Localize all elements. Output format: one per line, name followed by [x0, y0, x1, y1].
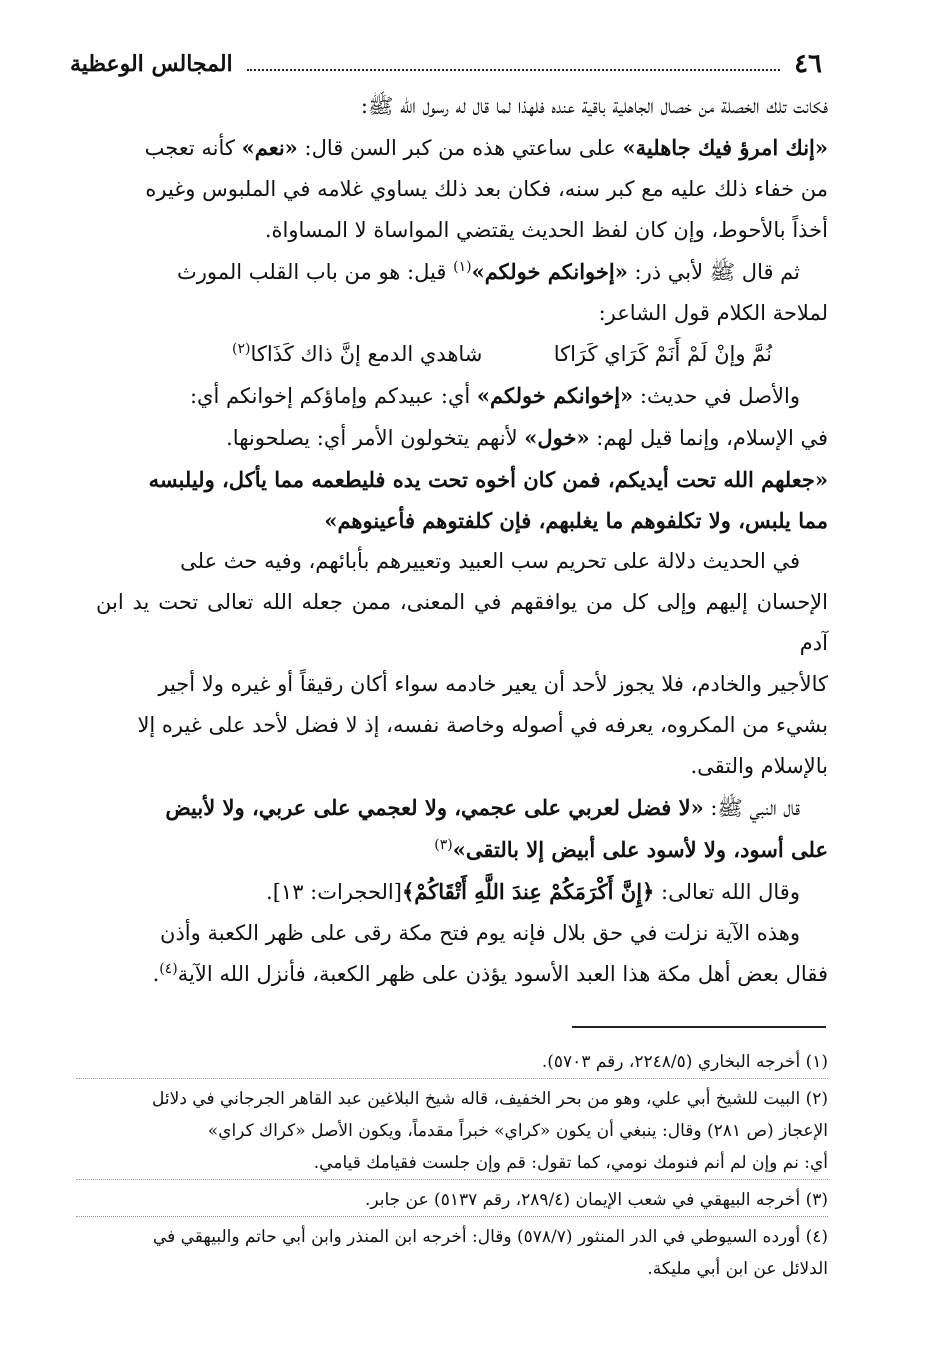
header-dotted-rule: [247, 69, 780, 71]
footnote-4: (٤) أورده السيوطي في الدر المنثور (٥٧٨/٧) وقال: أخرجه ابن المنذر وابن أبي حاتم والبيهقي في الدلائل عن ابن أبي مليكة.: [152, 1227, 828, 1279]
footnote-1: (١) أخرجه البخاري (٢٢٤٨/٥، رقم ٥٧٠٣).: [76, 1046, 828, 1079]
hadith-quote: «لا فضل لعربي على عجمي، ولا لعجمي على عربي، ولا لأبيض: [165, 795, 704, 820]
text-line: فقال بعض أهل مكة هذا العبد الأسود يؤذن على ظهر الكعبة، فأنزل الله الآية$^{(٤)}$.: [152, 961, 828, 986]
text-line: «إنك امرؤ فيك جاهلية» على ساعتي هذه من كبر السن قال: «نعم» كأنه تعجب: [144, 135, 828, 160]
text-line: أخذاً بالأحوط، وإن كان لفظ الحديث يقتضي المواساة لا المساواة.: [264, 218, 828, 242]
text-line: كالأجير والخادم، فلا يجوز لأحد أن يعير خادمه سواء أكان رقيقاً أو غيره ولا أجير: [158, 672, 828, 696]
footnote-ref: (١): [453, 259, 472, 275]
main-text: [96, 86, 828, 995]
running-title: المجالس الوعظية: [70, 51, 233, 77]
quoted-word: «نعم»: [241, 135, 298, 160]
text-line: [96, 829, 828, 871]
hadith-line: «جعلهم الله تحت أيديكم، فمن كان أخوه تحت يده فليطعمه مما يأكل، وليلبسه: [148, 467, 828, 492]
text-line: في الإسلام، وإنما قيل لهم: «خول» لأنهم يتخولون الأمر أي: يصلحونها.: [226, 425, 828, 450]
verse-hemistich-second: شاهدي الدمع إنَّ ذاك كَذَاكا$^{(٢)}$: [232, 341, 483, 366]
quoted-word: «خول»: [524, 425, 590, 450]
text-line: فكانت تلك الخصلة من خصال الجاهلية باقية عنده فلهذا لما قال له رسول الله ﷺ:: [360, 94, 828, 118]
text-line: وقال الله تعالى: ﴿إِنَّ أَكْرَمَكُمْ عِندَ اللَّهِ أَتْقَاكُمْ﴾[الحجرات: ١٣].: [266, 879, 800, 904]
page-number: ٤٦: [794, 49, 822, 79]
poetry-verse: [96, 334, 828, 375]
text-line: من خفاء ذلك عليه مع كبر سنه، فكان بعد ذلك يساوي غلامه في الملبوس وغيره: [145, 177, 828, 201]
text-line: قال النبي ﷺ: «لا فضل لعربي على عجمي، ولا لعجمي على عربي، ولا لأبيض: [165, 795, 800, 820]
footnote-3: (٣) أخرجه البيهقي في شعب الإيمان (٢٨٩/٤، رقم ٥١٣٧) عن جابر.: [76, 1184, 828, 1217]
text-line: لملاحة الكلام قول الشاعر:: [598, 301, 828, 325]
verse-hemistich-first: نُمَّ وإنْ لَمْ أَنَمْ كَرَاي كَرَاكا: [553, 342, 772, 366]
hadith-quote: «إخوانكم خولكم»: [471, 259, 628, 284]
footnote-separator: [572, 1026, 826, 1028]
hadith-quote: «إخوانكم خولكم»: [476, 383, 634, 408]
quran-verse: ﴿إِنَّ أَكْرَمَكُمْ عِندَ اللَّهِ أَتْقَاكُمْ﴾: [401, 879, 655, 904]
footnote-2: (٢) البيت للشيخ أبي علي، وهو من بحر الخفيف، قاله شيخ البلاغين عبد القاهر الجرجاني في دلائل الإعجاز (ص ٢٨١) وقال: ينبغي أن يكون «كراي» خبراً مقدماً، ويكون الأصل «كراك كراي» أي: نم وإن لم أنم فنومك نومي، كما تقول: قم وإن جلست فقيامك قيامي.: [76, 1083, 828, 1180]
verse-reference: [الحجرات: ١٣].: [266, 880, 402, 904]
hadith-line: مما يلبس، ولا تكلفوهم ما يغلبهم، فإن كلفتوهم فأعينوهم»: [324, 508, 828, 533]
footnotes: [76, 1046, 828, 1289]
text-line: وهذه الآية نزلت في حق بلال فإنه يوم فتح مكة رقى على ظهر الكعبة وأذن: [160, 921, 800, 945]
text-line: والأصل في حديث: «إخوانكم خولكم» أي: عبيدكم وإماؤكم إخوانكم أي:: [189, 383, 800, 408]
text-line: في الحديث دلالة على تحريم سب العبيد وتعييرهم بأبائهم، وفيه حث على: [180, 549, 800, 573]
page-header: [70, 44, 822, 84]
text-line: ثم قال ﷺ لأبي ذر: «إخوانكم خولكم»$^{(١)}$ قيل: هو من باب القلب المورث: [176, 259, 800, 284]
footnote-ref: (٤): [159, 961, 178, 977]
footnote-ref: (٢): [232, 341, 251, 357]
footnote-ref: (٣): [434, 837, 453, 853]
text-line: الإحسان إليهم وإلى كل من يوافقهم في المعنى، ممن جعله الله تعالى تحت يد ابن آدم: [96, 590, 828, 655]
hadith-quote: على أسود، ولا لأسود على أبيض إلا بالتقى»: [452, 837, 828, 862]
hadith-quote: «إنك امرؤ فيك جاهلية»: [622, 135, 828, 160]
text-line: بشيء من المكروه، يعرفه في أصوله وخاصة نفسه، إذ لا فضل لأحد على غيره إلا: [137, 713, 828, 737]
text-line: بالإسلام والتقى.: [690, 754, 828, 778]
